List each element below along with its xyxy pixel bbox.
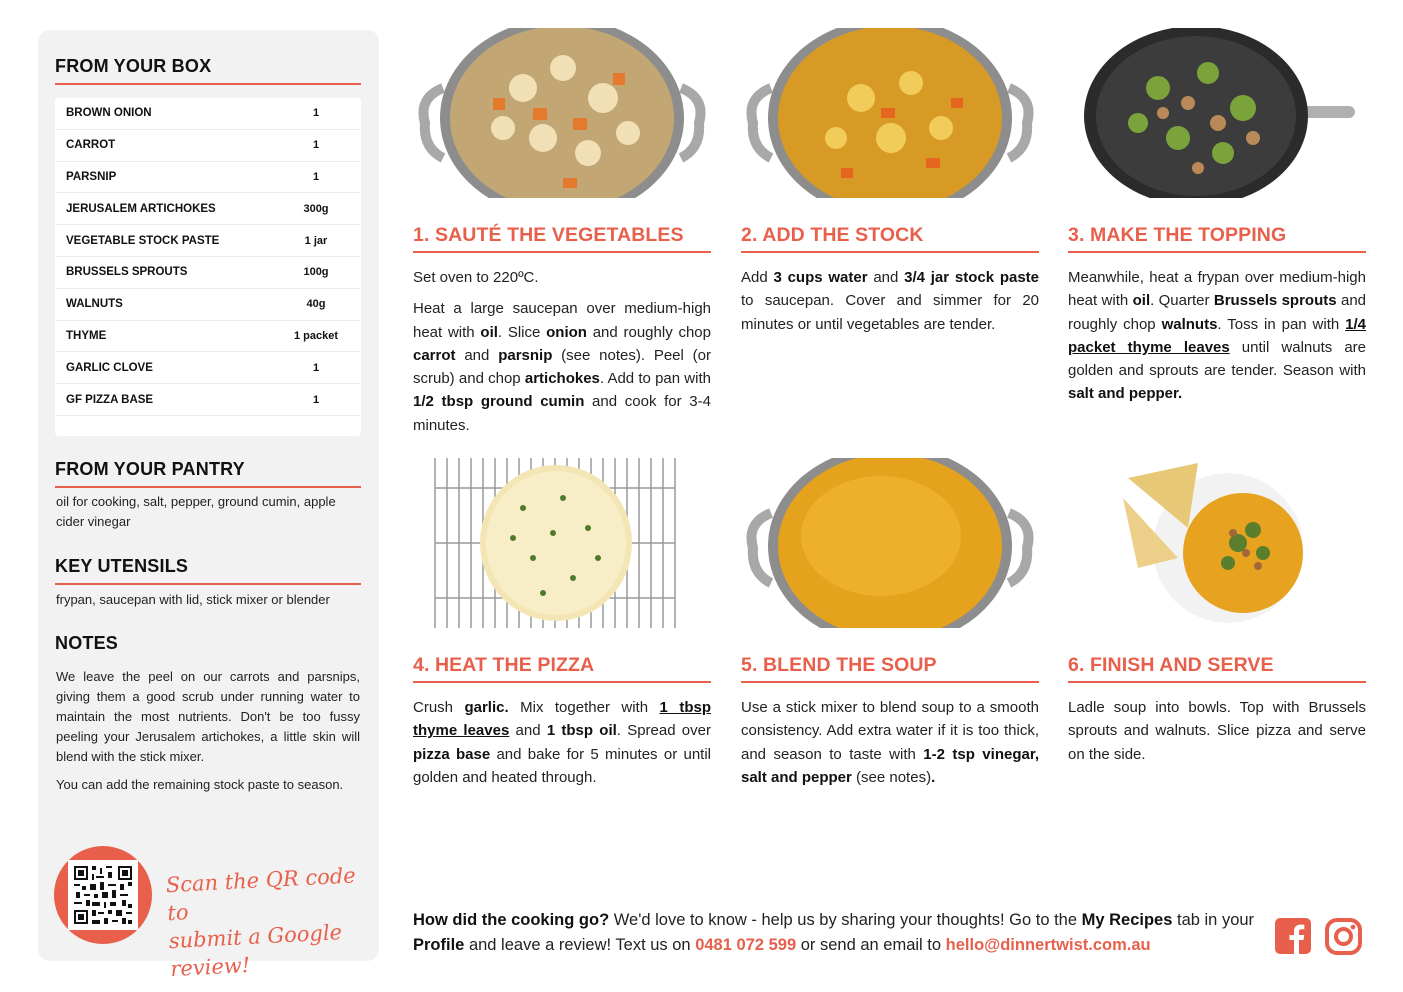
email-link[interactable]: hello@dinnertwist.com.au (945, 936, 1151, 954)
ingredient: oil (480, 323, 498, 341)
box-item-qty: 100g (303, 266, 329, 279)
feedback-footer (413, 908, 1263, 958)
phone-link[interactable]: 0481 072 599 (695, 936, 797, 954)
box-item-name: GF PIZZA BASE (66, 393, 154, 406)
notes-paragraph-1: We leave the peel on our carrots and parsnips, giving them a good scrub under running water to maintain the most nutrients. Don't be too fussy peeling your Jerusalem artichokes, a little skin will blend with the stick mixer. (56, 669, 360, 764)
text: and (867, 269, 905, 286)
ingredient: Brussels sprouts (1213, 292, 1337, 310)
box-item-qty: 1 jar (304, 234, 328, 247)
box-item-qty: 1 (312, 107, 320, 120)
step-4-image (413, 458, 711, 628)
box-item-row (55, 225, 361, 257)
step-6-title: 6. FINISH AND SERVE (1068, 654, 1366, 683)
text: Heat a large saucepan over medium-high heat with (413, 300, 711, 341)
box-item-row (55, 257, 361, 289)
box-item-name: BROWN ONION (66, 107, 152, 120)
utensils-title: KEY UTENSILS (55, 556, 361, 585)
box-table (55, 98, 361, 436)
ingredient: onion (546, 323, 587, 341)
step-6-text: Ladle soup into bowls. Top with Brussels sprouts and walnuts. Slice pizza and serve on the side. (1068, 699, 1366, 763)
ingredient: 1/4 packet thyme leaves (1068, 315, 1367, 356)
ingredient: garlic. (464, 699, 509, 716)
box-item-qty: 1 packet (293, 329, 339, 342)
box-item-row (55, 193, 361, 225)
text: (see notes). Peel (or scrub) and chop (413, 346, 711, 388)
step-1-image (413, 28, 711, 198)
box-item-qty: 1 (312, 361, 320, 374)
box-item-row (55, 352, 361, 384)
qr-text-line-1: Scan the QR code to (165, 863, 357, 926)
text: and (455, 346, 499, 364)
step-6-image (1068, 458, 1366, 628)
text: and cook for 3-4 minutes. (413, 393, 711, 434)
text: . Toss in pan with (1217, 315, 1346, 333)
notes-text (56, 667, 360, 803)
ingredient: artichokes (524, 370, 600, 388)
ingredient: 1-2 tsp vinegar, salt and pepper (741, 745, 1040, 786)
step-1-body (413, 266, 711, 445)
text: to saucepan. Cover and simmer for 20 minutes or until vegetables are tender. (741, 292, 1039, 333)
text: Mix together with (508, 699, 660, 716)
box-item-name: BRUSSELS SPROUTS (66, 266, 188, 279)
box-item-row (55, 289, 361, 321)
sidebar (38, 30, 379, 982)
step-1-instructions (413, 297, 711, 437)
box-item-name: VEGETABLE STOCK PASTE (66, 234, 220, 247)
text: and (509, 722, 547, 740)
ingredient: pizza base (413, 745, 491, 763)
qr-badge (54, 846, 152, 944)
text: and leave a review! Text us on (464, 936, 696, 954)
step-2-image (741, 28, 1039, 198)
box-item-qty: 1 (312, 139, 320, 152)
box-title: FROM YOUR BOX (55, 56, 361, 85)
ingredient: 1 tbsp oil (546, 722, 617, 740)
text: . Spread over (616, 722, 711, 740)
box-item-row (55, 98, 361, 130)
box-item-name: PARSNIP (66, 170, 117, 183)
text: tab in your (1172, 911, 1255, 929)
step-4-title: 4. HEAT THE PIZZA (413, 654, 711, 683)
step-5-body (741, 696, 1039, 797)
text: until walnuts are golden and sprouts are tender. Season with (1068, 338, 1367, 380)
text: Use a stick mixer to blend soup to a smooth consistency. Add extra water if it is too thick, and season to taste with (741, 699, 1039, 763)
text: or send an email to (796, 936, 946, 954)
box-item-name: THYME (66, 329, 107, 342)
box-item-qty: 300g (303, 202, 329, 215)
text: Profile (413, 936, 465, 954)
text: . (931, 768, 936, 786)
notes-paragraph-2: You can add the remaining stock paste to season. (56, 777, 344, 792)
notes-title: NOTES (55, 633, 119, 653)
box-item-name: GARLIC CLOVE (66, 361, 153, 374)
text: We'd love to know - help us by sharing your thoughts! Go to the (609, 911, 1082, 929)
box-item-qty: 40g (306, 298, 326, 311)
box-item-row (55, 321, 361, 353)
step-3-title: 3. MAKE THE TOPPING (1068, 224, 1366, 253)
step-1-title: 1. SAUTÉ THE VEGETABLES (413, 224, 711, 253)
text: Add (741, 269, 774, 286)
facebook-icon[interactable] (1275, 918, 1313, 956)
step-1-oven: Set oven to 220ºC. (413, 269, 539, 286)
text: . Add to pan with (599, 370, 711, 388)
text: and roughly chop (586, 323, 711, 341)
text: and roughly chop (1068, 292, 1366, 333)
ingredient: 1 tbsp thyme leaves (413, 699, 711, 740)
utensils-text: frypan, saucepan with lid, stick mixer or blender (56, 592, 330, 607)
box-item-row (55, 130, 361, 162)
step-3-image (1068, 28, 1366, 198)
step-5-title: 5. BLEND THE SOUP (741, 654, 1039, 683)
step-2-body (741, 266, 1039, 344)
text: (see notes) (851, 768, 932, 786)
ingredient: 3/4 jar stock paste (904, 269, 1040, 286)
step-5-image (741, 458, 1039, 628)
text: . Quarter (1150, 292, 1214, 310)
text: Crush (413, 699, 465, 716)
ingredient: walnuts (1161, 315, 1218, 333)
box-item-qty: 1 (312, 393, 320, 406)
box-item-row (55, 384, 361, 416)
box-item-name: CARROT (66, 139, 116, 152)
qr-code-icon[interactable] (68, 860, 138, 930)
text: How did the cooking go? (413, 911, 610, 929)
ingredient: 3 cups water (773, 269, 868, 286)
ingredient: parsnip (498, 346, 553, 364)
text: My Recipes (1081, 911, 1173, 929)
step-6-body (1068, 696, 1366, 774)
ingredient: 1/2 tbsp ground cumin (413, 393, 585, 411)
box-item-name: WALNUTS (66, 298, 123, 311)
box-item-qty: 1 (312, 170, 320, 183)
step-3-body (1068, 266, 1366, 414)
instagram-icon[interactable] (1325, 918, 1363, 956)
qr-review-text (165, 861, 371, 983)
step-2-title: 2. ADD THE STOCK (741, 224, 1039, 253)
ingredient: oil (1132, 292, 1151, 310)
ingredient: carrot (413, 346, 456, 364)
text: and bake for 5 minutes or until golden and heated through. (413, 745, 711, 786)
text: Meanwhile, heat a frypan over medium-high heat with (1068, 269, 1366, 310)
qr-text-line-2: submit a Google review! (168, 920, 343, 982)
step-4-body (413, 696, 711, 797)
box-item-name: JERUSALEM ARTICHOKES (66, 202, 216, 215)
pantry-title: FROM YOUR PANTRY (55, 459, 361, 488)
text: . Slice (497, 323, 547, 341)
pantry-text: oil for cooking, salt, pepper, ground cumin, apple cider vinegar (56, 494, 336, 529)
box-item-row (55, 162, 361, 194)
ingredient: salt and pepper. (1068, 385, 1183, 403)
